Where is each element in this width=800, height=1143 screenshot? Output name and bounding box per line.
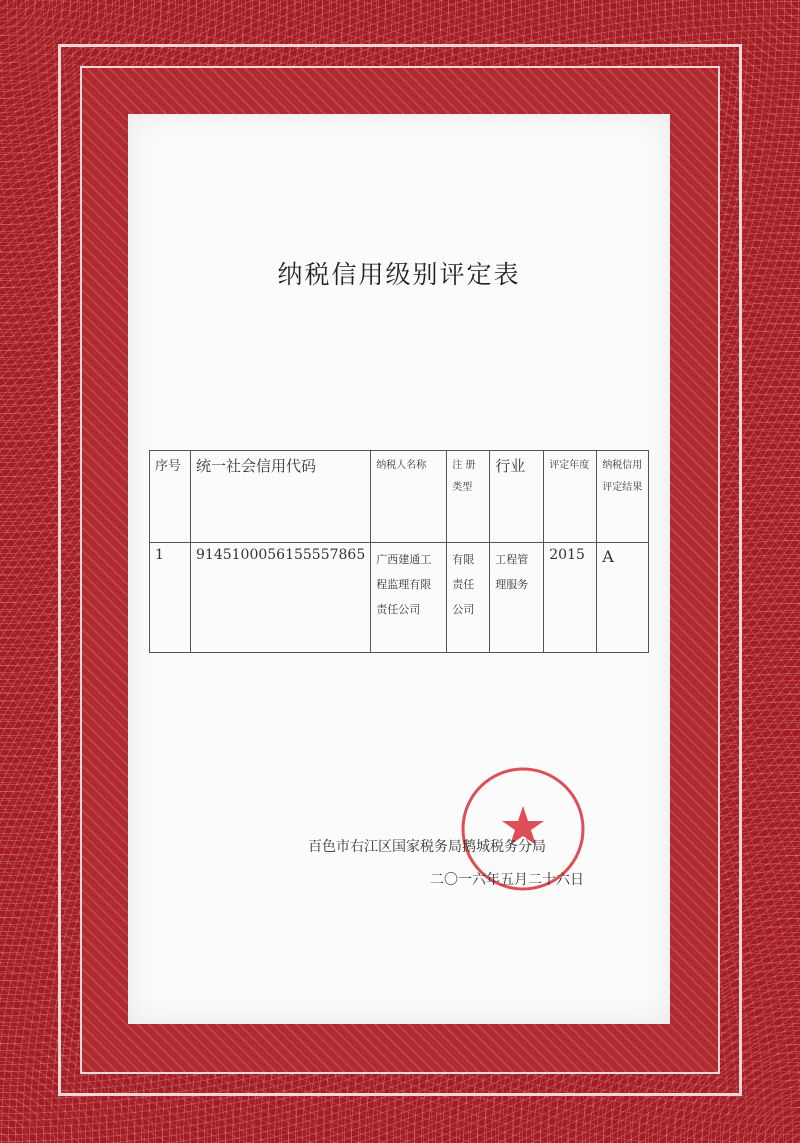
- issue-date: 二〇一六年五月二十六日: [430, 872, 584, 888]
- credit-rating-table: [149, 450, 649, 653]
- issuing-authority: 百色市右江区国家税务局鹅城税务分局: [308, 839, 546, 855]
- row-credit-code: 9145100056155557865: [191, 543, 371, 653]
- document-paper: [128, 114, 670, 1024]
- row-credit-result: A: [597, 543, 649, 653]
- row-index: 1: [150, 543, 191, 653]
- header-credit-code: 统一社会信用代码: [191, 451, 371, 543]
- header-credit-result: 纳税信用评定结果: [597, 451, 649, 543]
- header-assessment-year: 评定年度: [544, 451, 597, 543]
- row-taxpayer-name: 广西建通工程监理有限责任公司: [371, 543, 447, 653]
- header-industry: 行业: [490, 451, 544, 543]
- table-row: [150, 543, 649, 653]
- table-header-row: [150, 451, 649, 543]
- row-assessment-year: 2015: [544, 543, 597, 653]
- header-reg-type: 注 册 类型: [447, 451, 490, 543]
- document-title: 纳税信用级别评定表: [277, 260, 521, 289]
- header-taxpayer-name: 纳税人名称: [371, 451, 447, 543]
- row-industry: 工程管理服务: [490, 543, 544, 653]
- header-index: 序号: [150, 451, 191, 543]
- row-reg-type: 有限责任公司: [447, 543, 490, 653]
